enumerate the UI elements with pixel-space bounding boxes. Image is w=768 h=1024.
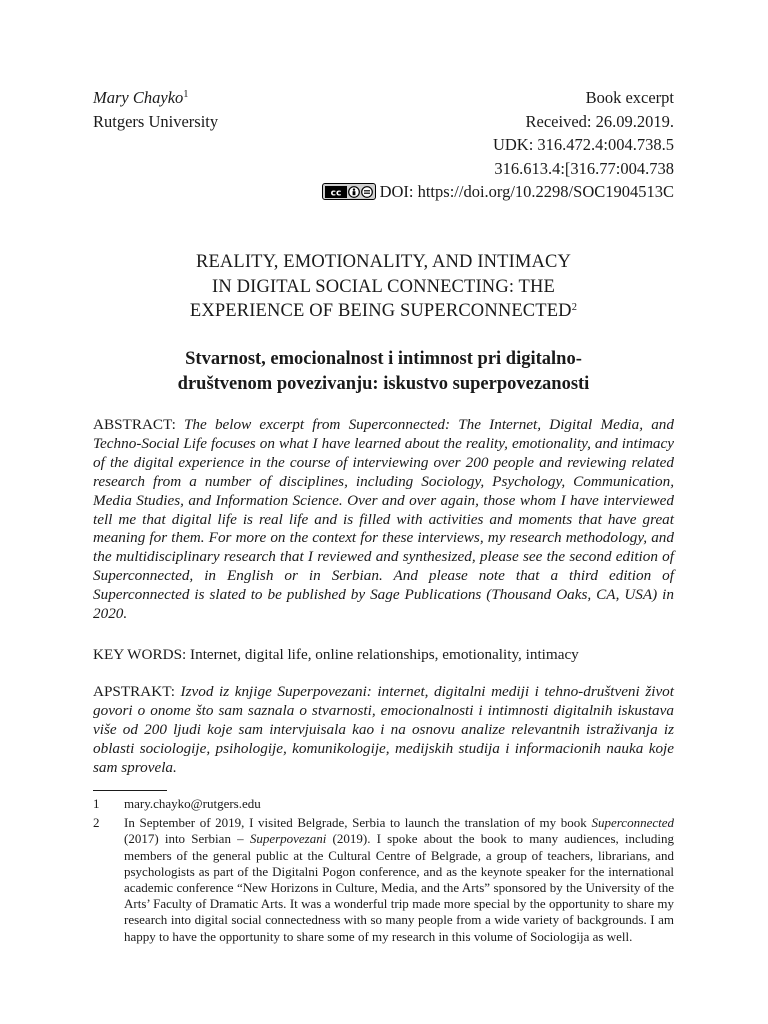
footnote-2-part-2: (2017) into Serbian – <box>124 831 244 847</box>
footnote-divider <box>93 790 167 791</box>
serbian-title-line-2: društvenom povezivanju: iskustvo superpovezanosti <box>177 373 590 394</box>
creative-commons-license-icon[interactable] <box>322 183 376 200</box>
received-date: Received: 26.09.2019. <box>525 111 674 131</box>
author-name: Mary Chayko <box>93 88 184 107</box>
svg-text:cc: cc <box>330 188 341 198</box>
author-block <box>93 86 218 133</box>
doi-link[interactable]: DOI: https://doi.org/10.2298/SOC1904513C <box>379 182 674 201</box>
udk-code-secondary: 316.613.4:[316.77:004.738 <box>494 158 674 178</box>
abstract-label: ABSTRACT: <box>93 416 176 433</box>
footnote-email[interactable]: mary.chayko@rutgers.edu <box>124 796 261 811</box>
serbian-title <box>93 347 674 396</box>
attribution-icon <box>348 186 360 198</box>
footnote-2-book-english: Superconnected <box>591 815 674 831</box>
footnote-number: 2 <box>93 815 100 831</box>
keywords-label: KEY WORDS: <box>93 646 187 663</box>
apstrakt-text: Izvod iz knjige Superpovezani: internet, digitalni mediji i tehno-društveni život govori o onome što sam saznala o stvarnosti, emocionalnosti i intimnosti digitalnih iskustava više od 200 ljudi koje sam intervjuisala kao i na osnovu analize relevantnih istraživanja iz oblasti sociologije, psihologije, komunikologije, medijskih studija i informacionih nauka koje sam sprovela. <box>93 683 674 776</box>
author-affiliation: Rutgers University <box>93 111 219 131</box>
footnote-2-book-serbian: Superpovezani <box>249 831 327 847</box>
title-line-3 <box>93 299 674 324</box>
cc-logo-icon <box>325 186 347 198</box>
apstrakt-label: APSTRAKT: <box>93 683 175 700</box>
no-derivatives-icon <box>361 186 373 198</box>
footnote-1 <box>93 796 674 812</box>
article-title <box>93 250 674 324</box>
article-type: Book excerpt <box>585 88 674 107</box>
abstract-text: The below excerpt from Superconnected: The Internet, Digital Media, and Techno-Social Life focuses on what I have learned about the reality, emotionality, and intimacy of the digital experience in the course of interviewing over 200 people and reviewing related research from a number of disciplines, including Sociology, Psychology, Communication, Media Studies, and Information Science. Over and over again, those whom I have interviewed tell me that digital life is real life and is filled with activities and moments that have great meaning for them. For more on the context for these interviews, my research methodology, and the multidisciplinary research that I reviewed and synthesized, please see the second edition of Superconnected, in English or in Serbian. And please note that a third edition of Superconnected is slated to be published by Sage Publications (Thousand Oaks, CA, USA) in 2020. <box>93 416 674 623</box>
udk-code: UDK: 316.472.4:004.738.5 <box>492 135 674 154</box>
author-footnote-ref[interactable]: 1 <box>183 89 189 100</box>
footnote-2-part-1: In September of 2019, I visited Belgrade, Serbia to launch the translation of my book <box>124 815 587 831</box>
title-line-1: REALITY, EMOTIONALITY, AND INTIMACY <box>195 252 572 272</box>
keywords-text: Internet, digital life, online relationships, emotionality, intimacy <box>190 646 579 663</box>
title-line-3-text: EXPERIENCE OF BEING SUPERCONNECTED <box>189 301 572 321</box>
footnotes <box>93 796 674 945</box>
footnote-number: 1 <box>93 796 100 811</box>
footnote-2 <box>93 815 674 945</box>
footnote-2-part-3: (2019). I spoke about the book to many audiences, including members of the general public at the Cultural Centre of Belgrade, a group of teachers, librarians, and psychologists as part of the Digitalni Pogon conference, and as the keynote speaker for the international academic conference “New Horizons in Culture, Media, and the Arts” sponsored by the University of the Arts’ Faculty of Dramatic Arts. It was a wonderful trip made more special by the opportunity to share my research into digital social connectedness with so many people from a wide variety of backgrounds. I am happy to have the opportunity to share some of my research in this volume of Sociologija as well. <box>124 831 675 944</box>
author-line <box>93 86 218 110</box>
title-line-2: IN DIGITAL SOCIAL CONNECTING: THE <box>212 276 555 297</box>
keywords <box>93 646 674 665</box>
title-footnote-ref[interactable]: 2 <box>571 302 578 313</box>
footnote-text <box>124 815 674 945</box>
doi-line <box>322 180 674 204</box>
serbian-abstract <box>93 683 674 778</box>
abstract <box>93 416 674 624</box>
publication-meta <box>322 86 674 204</box>
serbian-title-line-1: Stvarnost, emocionalnost i intimnost pri digitalno- <box>185 349 582 369</box>
